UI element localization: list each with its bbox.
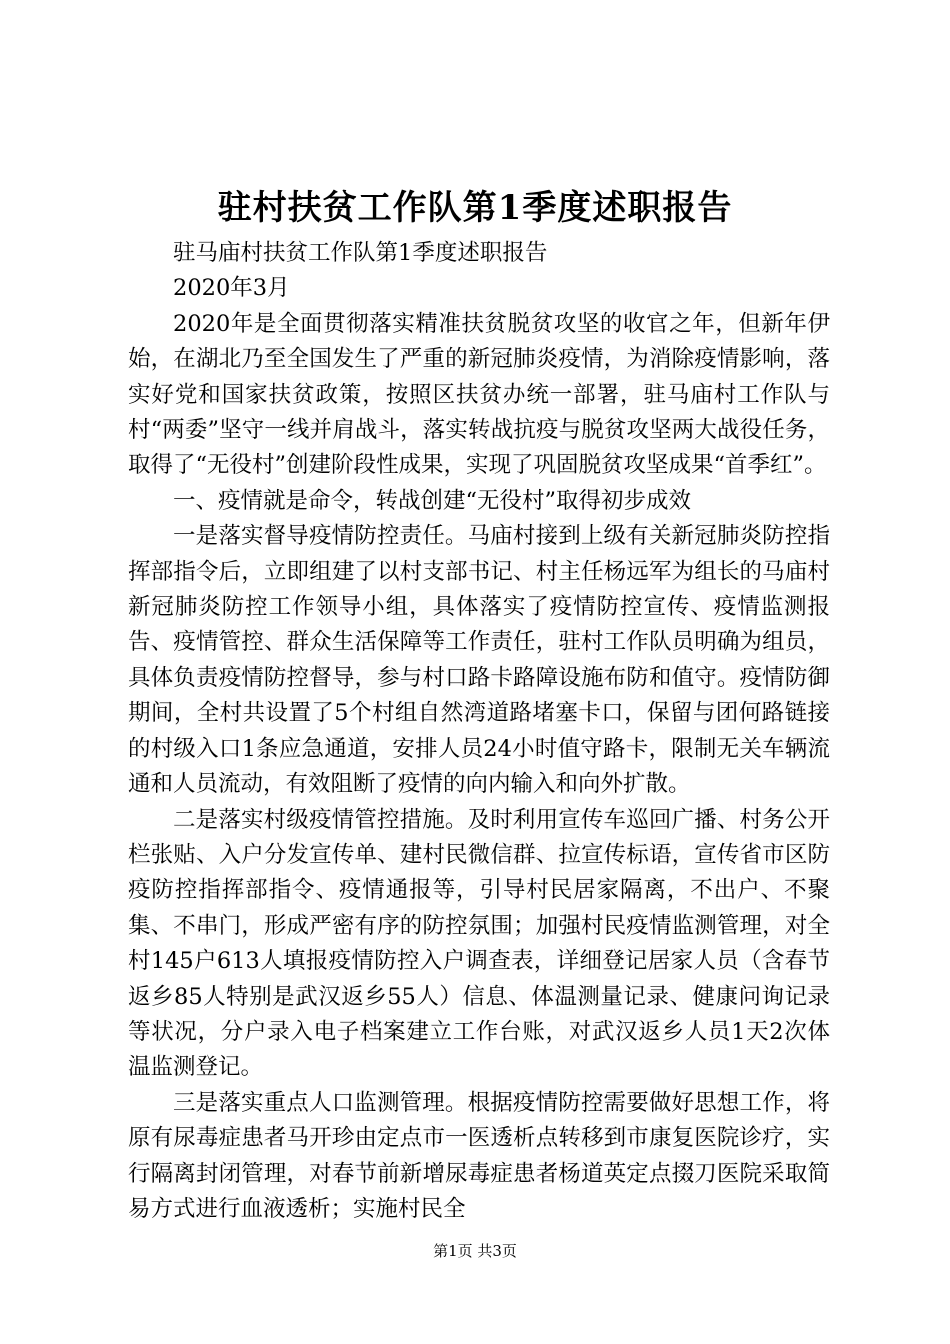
body-paragraph: 二是落实村级疫情管控措施。及时利用宣传车巡回广播、村务公开栏张贴、入户分发宣传单、建村民微信群、拉宣传标语，宣传省市区防疫防控指挥部指令、疫情通报等，引导村民居家隔离，不出户、不聚集、不串门，形成严密有序的防控氛围；加强村民疫情监测管理，对全村145户613人填报疫情防控入户调查表，详细登记居家人员（含春节返乡85人特别是武汉返乡55人）信息、体温测量记录、健康问询记录等状况，分户录入电子档案建立工作台账，对武汉返乡人员1天2次体温监测登记。 [128, 806, 830, 1081]
document-body [128, 236, 830, 1227]
section-heading: 一、疫情就是命令，转战创建“无役村”取得初步成效 [173, 487, 692, 514]
subtitle-paragraph: 驻马庙村扶贫工作队第1季度述职报告 [173, 240, 548, 266]
body-paragraph: 一是落实督导疫情防控责任。马庙村接到上级有关新冠肺炎防控指挥部指令后，立即组建了以村支部书记、村主任杨远军为组长的马庙村新冠肺炎防控工作领导小组，具体落实了疫情防控宣传、疫情监测报告、疫情管控、群众生活保障等工作责任，驻村工作队员明确为组员，具体负责疫情防控督导，参与村口路卡路障设施布防和值守。疫情防御期间，全村共设置了5个村组自然湾道路堵塞卡口，保留与团何路链接的村级入口1条应急通道，安排人员24小时值守路卡，限制无关车辆流通和人员流动，有效阻断了疫情的向内输入和向外扩散。 [128, 523, 830, 798]
document-title: 驻村扶贫工作队第1季度述职报告 [217, 188, 733, 228]
intro-paragraph: 2020年是全面贯彻落实精准扶贫脱贫攻坚的收官之年，但新年伊始，在湖北乃至全国发生了严重的新冠肺炎疫情，为消除疫情影响，落实好党和国家扶贫政策，按照区扶贫办统一部署，驻马庙村工作队与村“两委”坚守一线并肩战斗，落实转战抗疫与脱贫攻坚两大战役任务，取得了“无役村”创建阶段性成果，实现了巩固脱贫攻坚成果“首季红”。 [128, 310, 830, 479]
page-footer: 第1页 共3页 [433, 1242, 517, 1260]
body-paragraph: 三是落实重点人口监测管理。根据疫情防控需要做好思想工作，将原有尿毒症患者马开珍由定点市一医透析点转移到市康复医院诊疗，实行隔离封闭管理，对春节前新增尿毒症患者杨道英定点掇刀医院采取简易方式进行血液透析；实施村民全 [128, 1089, 830, 1222]
date-paragraph: 2020年3月 [173, 275, 290, 302]
